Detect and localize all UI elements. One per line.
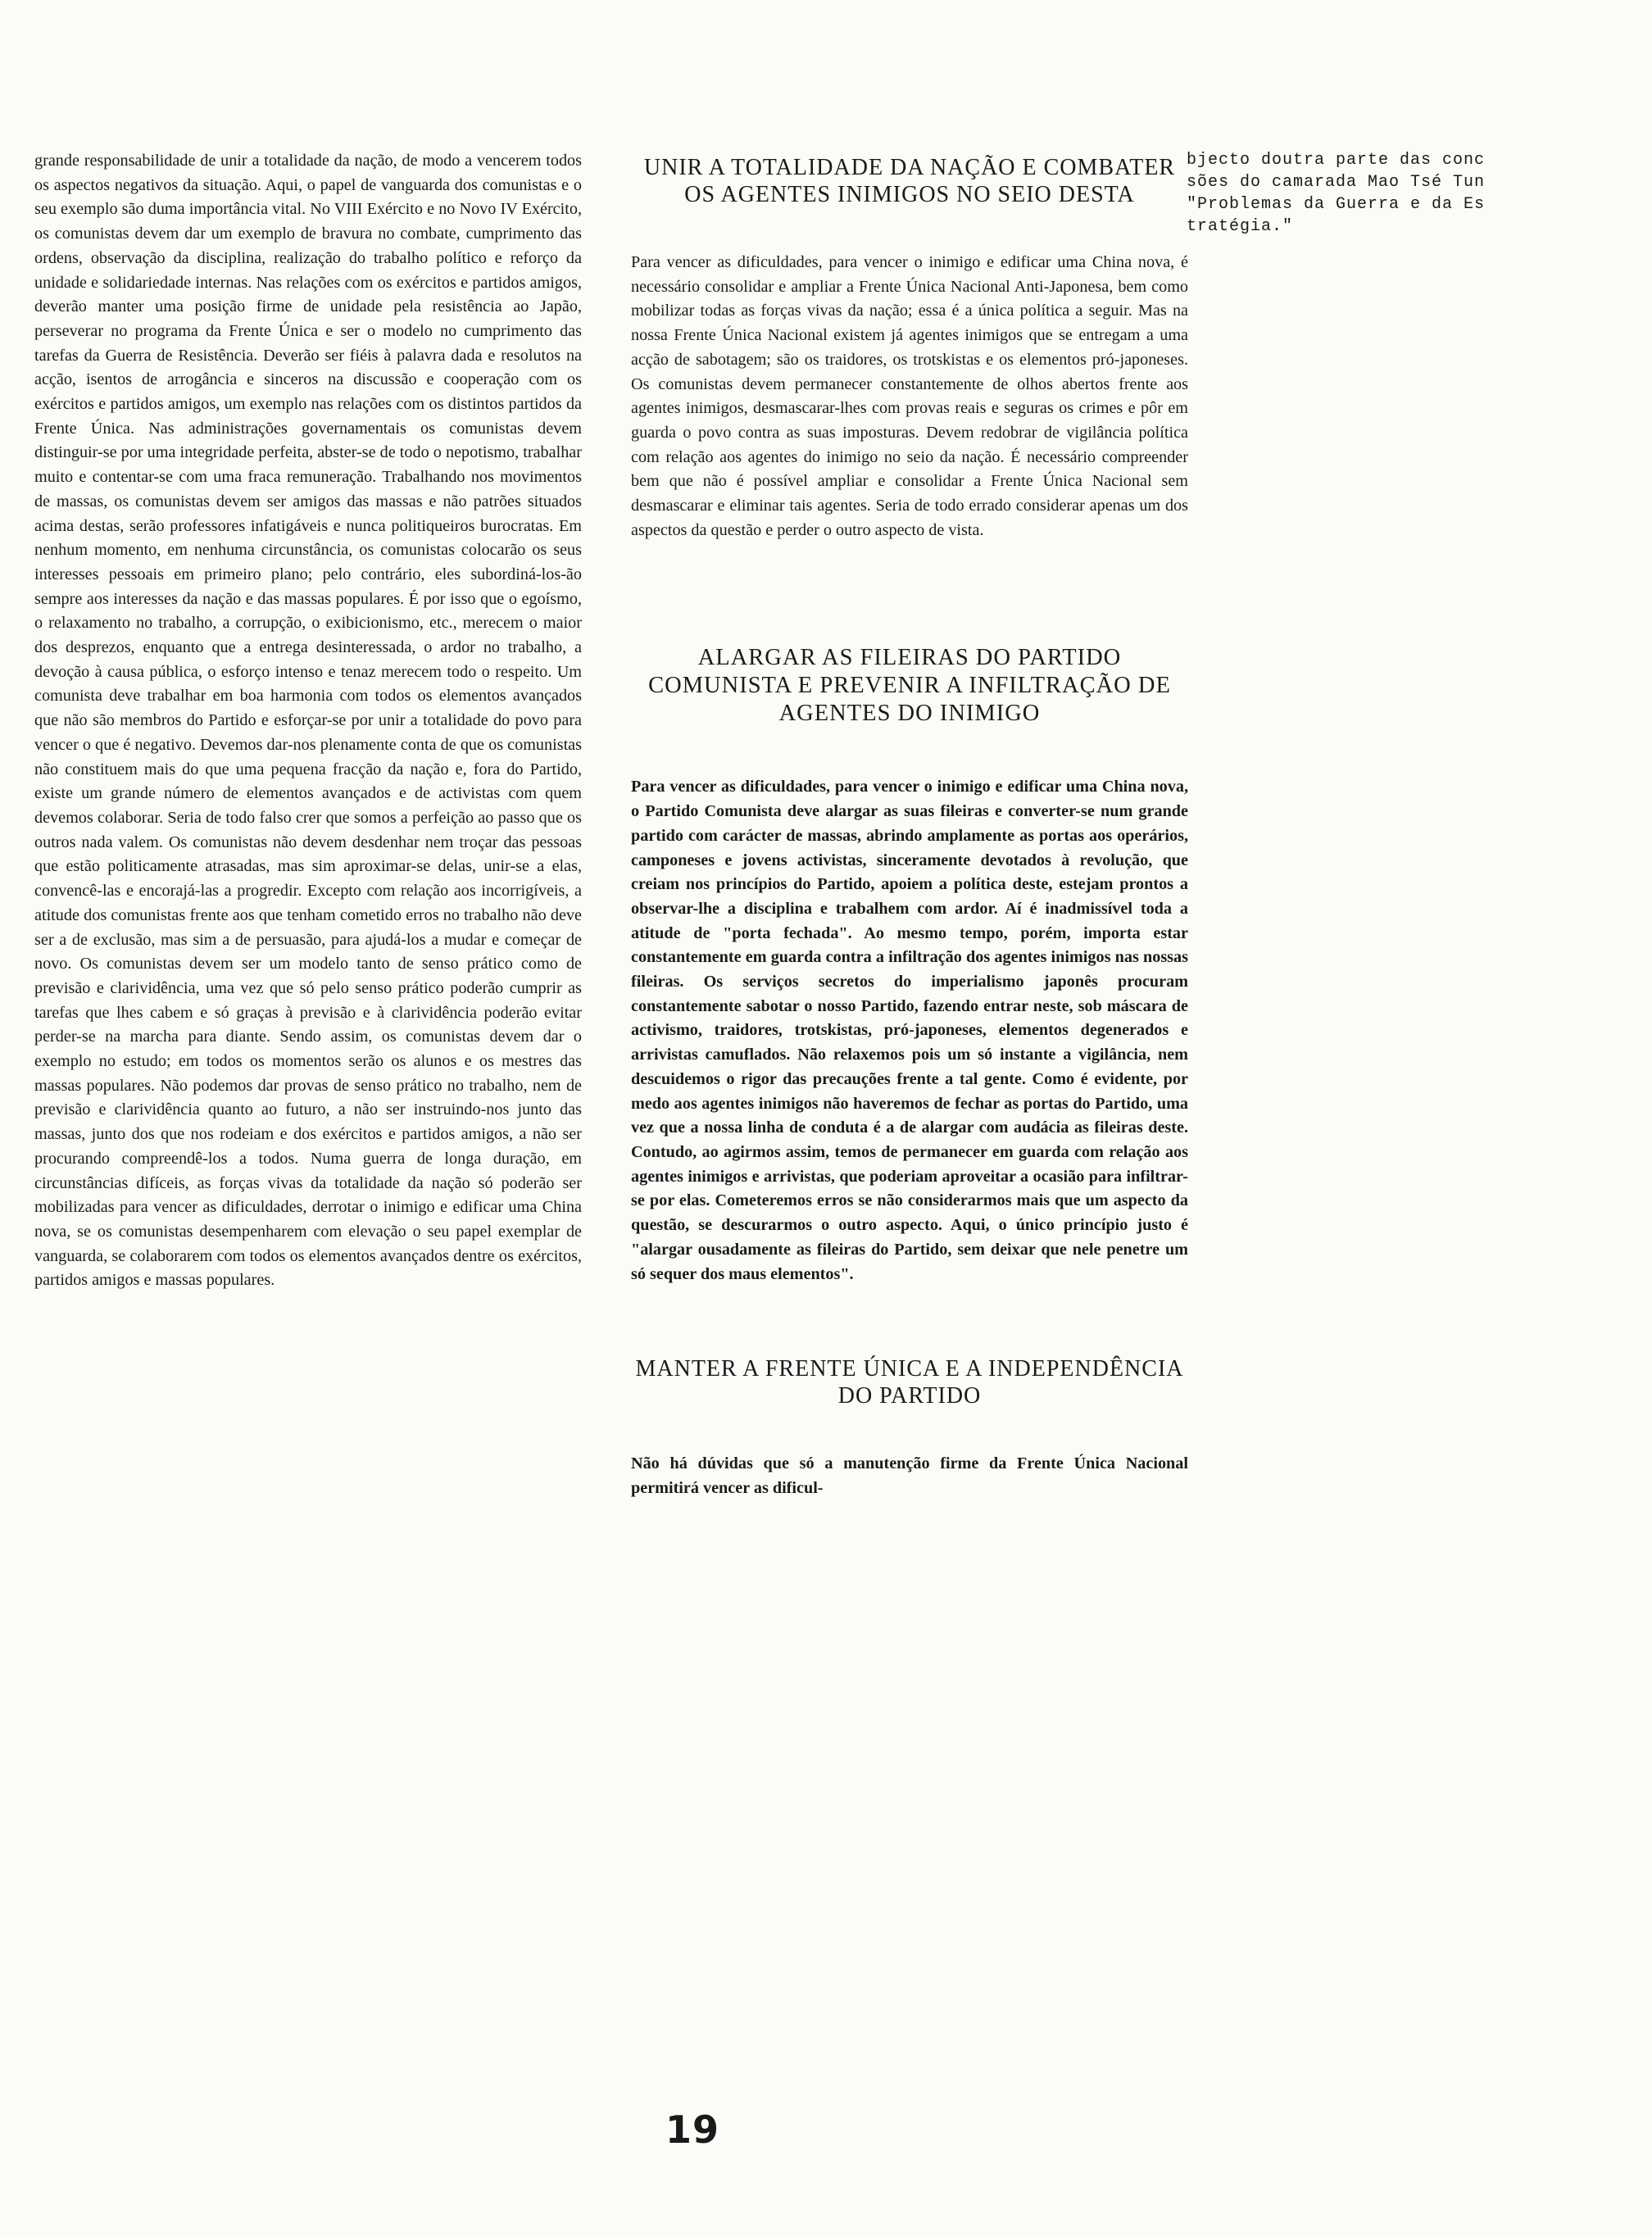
section-text-manter: Não há dúvidas que só a manutenção firme da Frente Única Nacional permitirá vencer as dificul- [631,1454,1188,1497]
section-title-manter: MANTER A FRENTE ÚNICA E A INDEPENDÊNCIA DO PARTIDO [635,1356,1184,1409]
page-number: 19 [665,2108,720,2152]
section-text-alargar: Para vencer as dificuldades, para vencer o inimigo e edificar uma China nova, o Partido Comunista deve alargar as suas fileiras e converter-se num grande partido com carácter de massas, abrindo amplamente as portas aos operários, camponeses e jovens activistas, sinceramente devotados à revolução, que creiam nos princípios do Partido, apoiem a política deste, estejam prontos a observar-lhe a disciplina e trabalhem com ardor. Aí é inadmissível toda a atitude de "porta fechada". Ao mesmo tempo, porém, importa estar constantemente em guarda contra a infiltração dos agentes inimigos nas nossas fileiras. Os serviços secretos do imperialismo japonês procuram constantemente sabotar o nosso Partido, fazendo entrar neste, sob máscara de activismo, traidores, trotskistas, pró-japoneses, elementos degenerados e arrivistas camuflados. Não relaxemos pois um só instante a vigilância, nem descuidemos o rigor das precauções frente a tal gente. Como é evidente, por medo aos agentes inimigos não haveremos de fechar as portas do Partido, uma vez que a nossa linha de conduta é a de alargar com audácia as fileiras deste. Contudo, ao agirmos assim, temos de permanecer em guarda com relação aos agentes inimigos e arrivistas, que poderiam aproveitar a ocasião para infiltrar-se por elas. Cometeremos erros se não considerarmos mais que um aspecto da questão, se descurarmos o outro aspecto. Aqui, o único princípio justo é "alargar ousadamente as fileiras do Partido, sem deixar que nele penetre um só sequer dos maus elementos". [631,778,1188,1283]
left-column-text: grande responsabilidade de unir a totalidade da nação, de modo a vencerem todos os aspectos negativos da situação. Aqui, o papel de vanguarda dos comunistas e o seu exemplo são duma importância vital. No VIII Exército e no Novo IV Exército, os comunistas devem dar um exemplo de bravura no combate, cumprimento das ordens, observação da disciplina, realização do trabalho político e reforço da unidade e solidariedade internas. Nas relações com os exércitos e partidos amigos, deverão manter uma posição firme de unidade pela resistência ao Japão, perseverar no programa da Frente Única e ser o modelo no cumprimento das tarefas da Guerra de Resistência. Deverão ser fiéis à palavra dada e resolutos na acção, isentos de arrogância e sinceros na discussão e cooperação com os exércitos e partidos amigos, um exemplo nas relações com os distintos partidos da Frente Única. Nas administrações governamentais os comunistas devem distinguir-se por uma integridade perfeita, abster-se de todo o nepotismo, trabalhar muito e contentar-se com uma fraca remuneração. Trabalhando nos movimentos de massas, os comunistas devem ser amigos das massas e não patrões situados acima destas, serão professores infatigáveis e nunca politiqueiros burocratas. Em nenhum momento, em nenhuma circunstância, os comunistas colocarão os seus interesses pessoais em primeiro plano; pelo contrário, eles subordiná-los-ão sempre aos interesses da nação e das massas populares. É por isso que o egoísmo, o relaxamento no trabalho, a corrupção, o exibicionismo, etc., merecem o maior dos desprezos, enquanto que a entrega desinteressada, o ardor no trabalho, a devoção à causa pública, o esforço intenso e tenaz merecem todo o respeito. Um comunista deve trabalhar em boa harmonia com todos os elementos avançados que não são membros do Partido e esforçar-se por unir a totalidade do povo para vencer o que é negativo. Devemos dar-nos plenamente conta de que os comunistas não constituem mais do que uma pequena fracção da nação e, fora do Partido, existe um grande número de elementos avançados e de activistas com quem devemos colaborar. Seria de todo falso crer que somos a perfeição ao passo que os outros nada valem. Os comunistas não devem desdenhar nem troçar das pessoas que estão politicamente atrasadas, mas sim aproximar-se delas, unir-se a elas, convencê-las e encorajá-las a progredir. Excepto com relação aos incorrigíveis, a atitude dos comunistas frente aos que tenham cometido erros no trabalho não deve ser a de exclusão, mas sim a de persuasão, para ajudá-los a mudar e começar de novo. Os comunistas devem ser um modelo tanto de senso prático como de previsão e clarividência, uma vez que só pelo senso prático poderão cumprir as tarefas que lhes cabem e só graças à previsão e à clarividência poderão evitar perder-se na marcha para diante. Sendo assim, os comunistas devem dar o exemplo no estudo; em todos os momentos serão os alunos e os mestres das massas populares. Não podemos dar provas de senso prático no trabalho, nem de previsão e clarividência quanto ao futuro, a não ser instruindo-nos junto das massas, junto dos que nos rodeiam e dos exércitos e partidos amigos, a não ser procurando compreendê-los a todos. Numa guerra de longa duração, em circunstâncias difíceis, as forças vivas da totalidade da nação só poderão ser mobilizadas para vencer as dificuldades, derrotar o inimigo e edificar uma China nova, se os comunistas desempenharem com elevação o seu papel exemplar de vanguarda, se colaborarem com todos os elementos avançados dentre os exércitos, partidos amigos e massas populares. [34,152,582,1290]
middle-column [631,154,1188,1501]
right-column [1187,149,1572,238]
section-title-alargar: ALARGAR AS FILEIRAS DO PARTIDO COMUNISTA E PREVENIR A INFILTRAÇÃO DE AGENTES DO INIMIGO [648,645,1171,727]
section-title-unir: UNIR A TOTALIDADE DA NAÇÃO E COMBATER OS AGENTES INIMIGOS NO SEIO DESTA [643,155,1176,207]
section-text-unir: Para vencer as dificuldades, para vencer o inimigo e edificar uma China nova, é necessário consolidar e ampliar a Frente Única Nacional Anti-Japonesa, bem como mobilizar todas as forças vivas da nação; essa é a única política a seguir. Mas na nossa Frente Única Nacional existem já agentes inimigos que se entregam a uma acção de sabotagem; são os traidores, os trotskistas e os elementos pró-japoneses. Os comunistas devem permanecer constantemente de olhos abertos frente aos agentes inimigos, desmascarar-lhes com provas reais e seguras os crimes e pôr em guarda o povo contra as suas imposturas. Devem redobrar de vigilância política com relação aos agentes do inimigo no seio da nação. É necessário compreender bem que não é possível ampliar e consolidar a Frente Única Nacional sem desmascarar e eliminar tais agentes. Seria de todo errado considerar apenas um dos aspectos da questão e perder o outro aspecto de vista. [631,253,1188,539]
footnote-text: bjecto doutra parte das conc sões do camarada Mao Tsé Tun "Problemas da Guerra e da Es tratégia." [1187,151,1486,236]
left-column [34,149,582,1293]
